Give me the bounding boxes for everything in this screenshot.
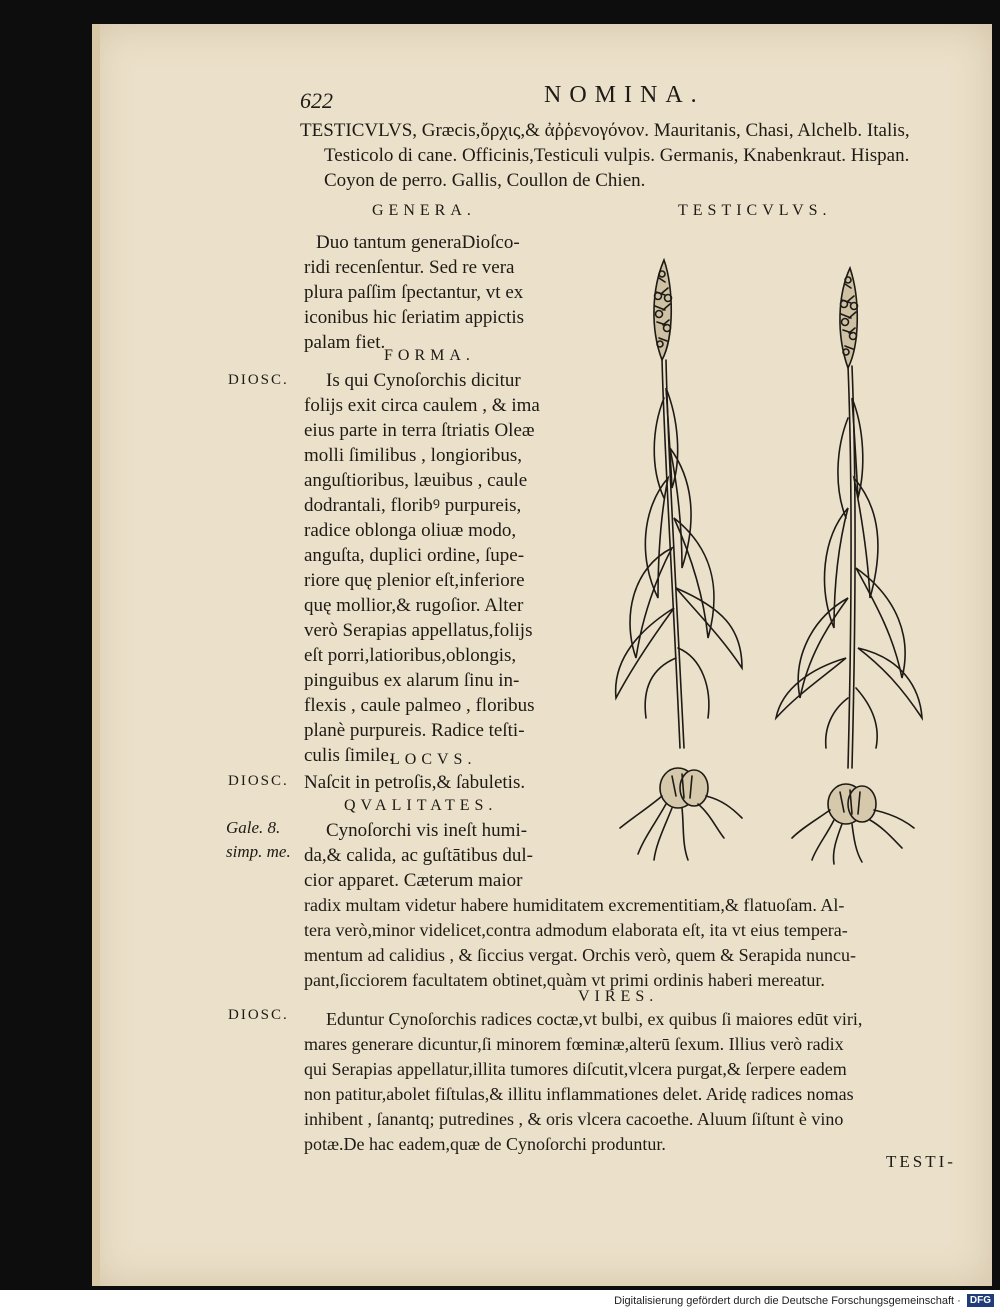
text-line: cior apparet. Cæterum maior <box>304 870 523 891</box>
margin-note: DIOSC. <box>228 1007 289 1023</box>
text-line: inhibent , ſanantq; putredines , & oris vlcera cacoethe. Aluum ſiſtunt è vino <box>304 1109 844 1129</box>
header-line: TESTICVLVS, Græcis,ὄρχις,& ἀῤῥενογόνον. Mauritanis, Chasi, Alchelb. Italis, <box>300 120 910 141</box>
text-line: pant,ſicciorem facultatem obtinet,quàm vt primi ordinis haberi mereatur. <box>304 970 825 990</box>
header-line: Testicolo di cane. Officinis,Testiculi vulpis. Germanis, Knabenkraut. Hispan. <box>324 145 910 166</box>
text-line: Cynoſorchi vis ineſt humi- <box>326 820 528 841</box>
text-line: radix multam videtur habere humiditatem excrementitiam,& flatuoſam. Al- <box>304 895 845 915</box>
heading-locus: LOCVS. <box>390 751 477 768</box>
text-line: mares generare dicuntur,ſi minorem fœminæ,alterū ſexum. Illius verò radix <box>304 1034 844 1054</box>
text-line: flexis , caule palmeo , floribus <box>304 695 535 716</box>
text-line: eſt porri,latioribus,oblongis, <box>304 645 517 666</box>
margin-note: DIOSC. <box>228 773 289 789</box>
text-line: pinguibus ex alarum ſinu in- <box>304 670 520 691</box>
text-line: Is qui Cynoſorchis dicitur <box>326 370 521 391</box>
text-line: potæ.De hac eadem,quæ de Cynoſorchi produntur. <box>304 1134 666 1154</box>
text-line: iconibus hic ſeriatim appictis <box>304 307 525 328</box>
text-line: quę mollior,& rugoſior. Alter <box>304 595 524 616</box>
dfg-logo: DFG <box>967 1294 994 1307</box>
running-head: NOMINA. <box>544 82 705 108</box>
heading-genera: GENERA. <box>372 202 476 219</box>
heading-forma: FORMA. <box>384 347 475 364</box>
text-line: Eduntur Cynoſorchis radices coctæ,vt bulbi, ex quibus ſi maiores edūt viri, <box>326 1009 863 1029</box>
text-line: ridi recenſentur. Sed re vera <box>304 257 515 278</box>
heading-vires: VIRES. <box>578 988 659 1005</box>
right-plant <box>776 268 922 864</box>
heading-qualitates: QVALITATES. <box>344 797 498 814</box>
text-line: planè purpureis. Radice teſti- <box>304 720 525 741</box>
header-line: Coyon de perro. Gallis, Coullon de Chien. <box>324 170 646 191</box>
text-line: qui Serapias appellatur,illita tumores diſcutit,vlcera purgat,& ſerpere eadem <box>304 1059 847 1079</box>
text-line: eius parte in terra ſtriatis Oleæ <box>304 420 535 441</box>
text-line: palam fiet. <box>304 332 386 353</box>
text-line: tera verò,minor videlicet,contra admodum elaborata eſt, ita vt eius tempera- <box>304 920 848 940</box>
text-line: Naſcit in petroſis,& ſabuletis. <box>304 772 526 793</box>
text-line: riore quę plenior eſt,inferiore <box>304 570 525 591</box>
text-line: molli ſimilibus , longioribus, <box>304 445 522 466</box>
catchword: TESTI- <box>886 1152 956 1171</box>
text-line: Duo tantum generaDioſco- <box>316 232 520 253</box>
text-line: non patitur,abolet fiſtulas,& illitu inflammationes delet. Aridę radices nomas <box>304 1084 854 1104</box>
text-line: da,& calida, ac guſtātibus dul- <box>304 845 533 866</box>
text-line: radice oblonga oliuæ modo, <box>304 520 517 541</box>
plate-title: TESTICVLVS. <box>678 202 832 219</box>
text-line: anguſta, duplici ordine, ſupe- <box>304 545 525 566</box>
text-line: plura paſſim ſpectantur, vt ex <box>304 282 524 303</box>
page-edge <box>92 24 100 1286</box>
text-line: dodrantali, floribꝰ purpureis, <box>304 495 522 516</box>
left-plant <box>616 260 742 860</box>
orchid-woodcut-illustration <box>612 248 924 868</box>
text-line: anguſtioribus, læuibus , caule <box>304 470 528 491</box>
text-line: verò Serapias appellatus,folijs <box>304 620 533 641</box>
text-line: culis ſimile. <box>304 745 394 766</box>
margin-note: DIOSC. <box>228 372 289 388</box>
text-line: folijs exit circa caulem , & ima <box>304 395 540 416</box>
margin-note: simp. me. <box>226 842 291 861</box>
margin-note: Gale. 8. <box>226 818 281 837</box>
digitization-footer <box>0 1294 1000 1314</box>
text-line: mentum ad calidius , & ſiccius vergat. Orchis verò, quem & Serapida nuncu- <box>304 945 857 965</box>
footer-text: Digitalisierung gefördert durch die Deutsche Forschungsgemeinschaft · <box>614 1294 961 1307</box>
page-number: 622 <box>300 88 333 113</box>
